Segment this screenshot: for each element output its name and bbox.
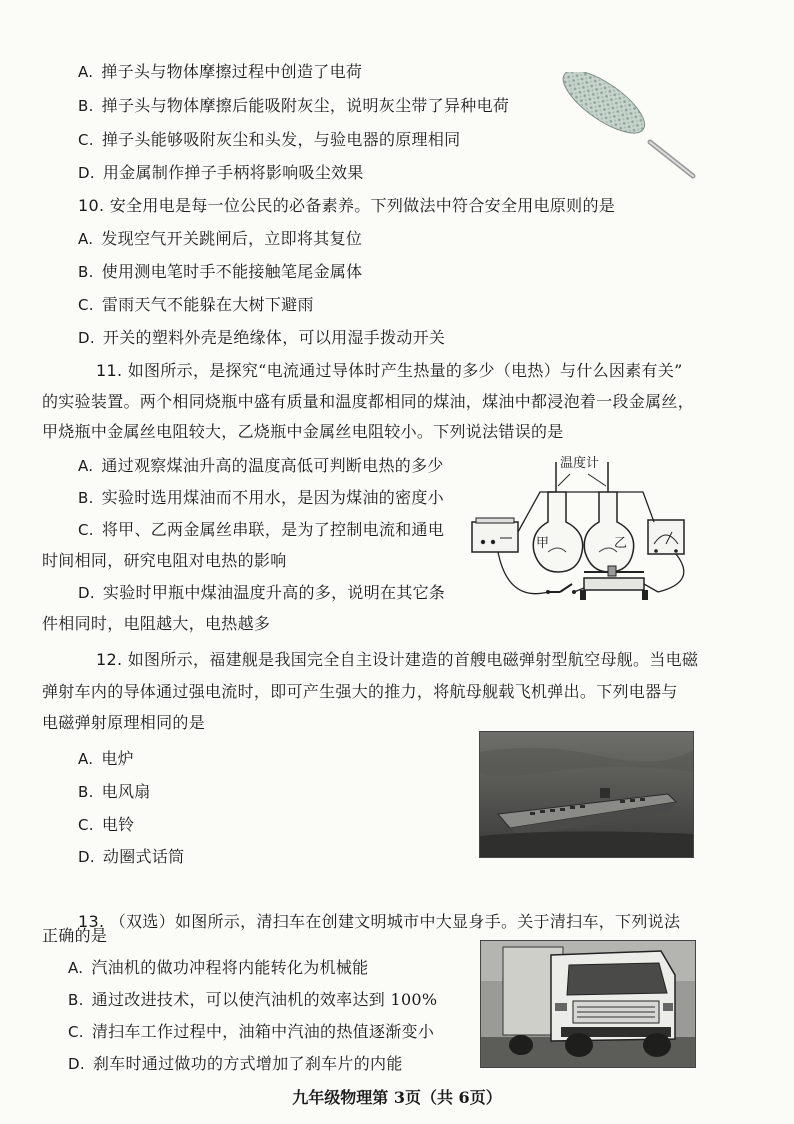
q10-stem: 10. 安全用电是每一位公民的必备素养。下列做法中符合安全用电原则的是 <box>78 196 616 215</box>
q13-option-a: A. 汽油机的做功冲程将内能转化为机械能 <box>68 958 369 977</box>
q9-option-c: C. 掸子头能够吸附灰尘和头发，与验电器的原理相同 <box>78 130 461 149</box>
q13-option-d: D. 刹车时通过做功的方式增加了刹车片的内能 <box>68 1054 403 1073</box>
q10-option-a: A. 发现空气开关跳闸后，立即将其复位 <box>78 229 363 248</box>
q12-option-d: D. 动圈式话筒 <box>78 847 185 866</box>
q12-stem-line-2: 弹射车内的导体通过强电流时，即可产生强大的推力，将航母舰载飞机弹出。下列电器与 <box>42 682 678 701</box>
q11-option-a: A. 通过观察煤油升高的温度高低可判断电热的多少 <box>78 456 444 475</box>
flask-jia-label: 甲 <box>536 536 550 551</box>
aircraft-carrier-photo <box>479 731 694 858</box>
q9-option-a: A. 掸子头与物体摩擦过程中创造了电荷 <box>78 62 363 81</box>
q12-option-c: C. 电铃 <box>78 815 135 834</box>
q9-option-b: B. 掸子头与物体摩擦后能吸附灰尘，说明灰尘带了异种电荷 <box>78 96 510 115</box>
q11-apparatus-diagram <box>468 452 703 612</box>
q13-stem-line-2-text: 正确的是 <box>42 926 108 945</box>
q12-option-a: A. 电炉 <box>78 749 134 768</box>
q12-option-b: B. 电风扇 <box>78 782 151 801</box>
rheostat <box>584 578 644 590</box>
q11-option-d-line-2: 件相同时，电阻越大，电热越多 <box>42 614 271 633</box>
power-supply <box>472 522 518 552</box>
q12-stem-line-1: 12. 如图所示，福建舰是我国完全自主设计建造的首艘电磁弹射型航空母舰。当电磁 <box>96 650 699 669</box>
q11-option-c-line-2: 时间相同，研究电阻对电热的影响 <box>42 551 287 570</box>
q11-stem-line-2: 的实验装置。两个相同烧瓶中盛有质量和温度都相同的煤油，煤油中都浸泡着一段金属丝， <box>42 392 695 411</box>
q13-option-b: B. 通过改进技术，可以使汽油机的效率达到 100% <box>68 990 438 1009</box>
q13-option-c: C. 清扫车工作过程中，油箱中汽油的热值逐渐变小 <box>68 1022 435 1041</box>
q9-option-d: D. 用金属制作掸子手柄将影响吸尘效果 <box>78 163 364 182</box>
street-sweeper-photo <box>480 940 696 1068</box>
ammeter <box>648 520 684 554</box>
q11-stem-line-3: 甲烧瓶中金属丝电阻较大，乙烧瓶中金属丝电阻较小。下列说法错误的是 <box>42 422 564 441</box>
q10-option-b: B. 使用测电笔时手不能接触笔尾金属体 <box>78 262 363 281</box>
q13-stem-line-1: 13. （双选）如图所示，清扫车在创建文明城市中大显身手。关于清扫车，下列说法 <box>78 912 681 931</box>
q11-option-d-line-1: D. 实验时甲瓶中煤油温度升高的多，说明在其它条 <box>78 583 446 602</box>
q11-option-b: B. 实验时选用煤油而不用水，是因为煤油的密度小 <box>78 488 444 507</box>
q10-option-d: D. 开关的塑料外壳是绝缘体，可以用湿手拨动开关 <box>78 328 446 347</box>
duster-image <box>555 72 705 182</box>
q11-option-c-line-1: C. 将甲、乙两金属丝串联，是为了控制电流和通电 <box>78 520 445 539</box>
q12-stem-line-3: 电磁弹射原理相同的是 <box>42 713 206 732</box>
q11-stem-line-1: 11. 如图所示，是探究“电流通过导体时产生热量的多少（电热）与什么因素有关” <box>96 361 683 380</box>
flask-yi-label: 乙 <box>614 536 628 551</box>
page-footer: 九年级物理第 3页（共 6页） <box>292 1088 502 1107</box>
thermometer-label: 温度计 <box>560 456 600 471</box>
q10-option-c: C. 雷雨天气不能躲在大树下避雨 <box>78 295 314 314</box>
